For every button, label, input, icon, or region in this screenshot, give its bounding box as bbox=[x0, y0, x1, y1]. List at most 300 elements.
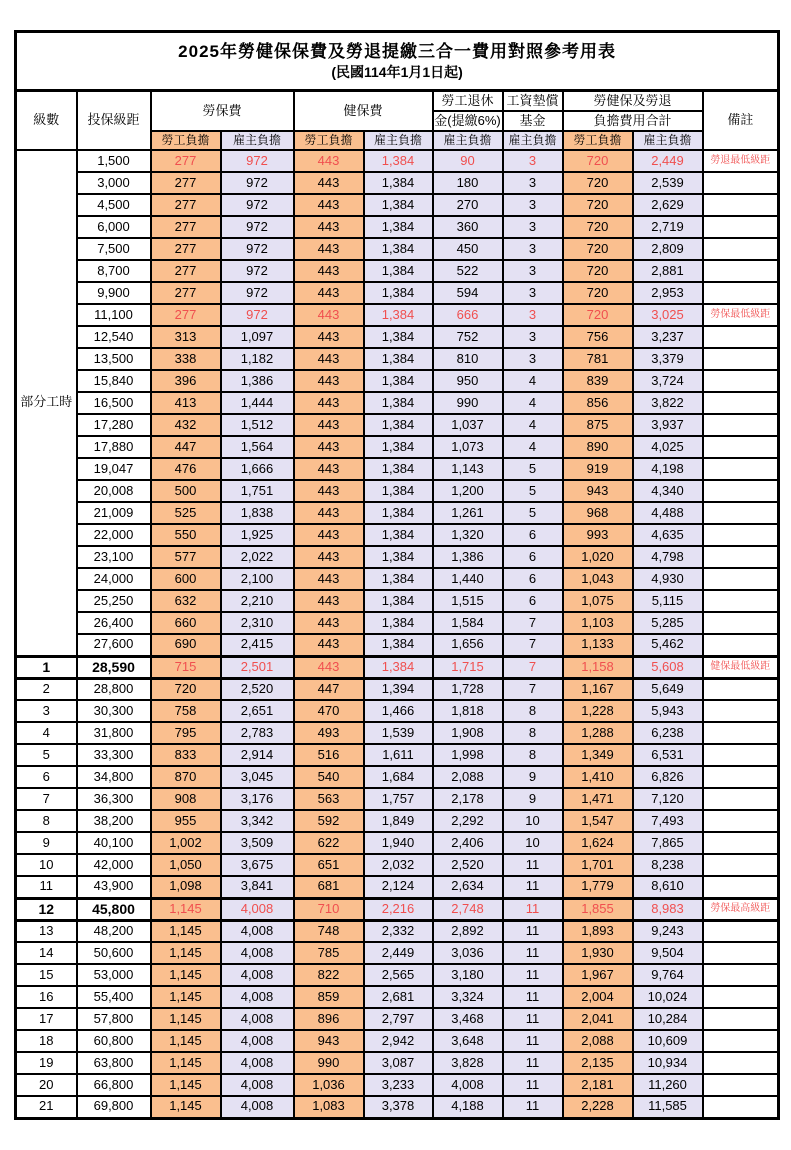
cell-labor-ins-employee: 277 bbox=[151, 282, 221, 304]
cell-total-employer: 4,340 bbox=[633, 480, 703, 502]
col-header-wage-fund-line2: 基金 bbox=[503, 111, 563, 131]
cell-pension-employer: 1,143 bbox=[433, 458, 503, 480]
cell-total-employer: 4,798 bbox=[633, 546, 703, 568]
cell-pension-employer: 3,324 bbox=[433, 986, 503, 1008]
table-row bbox=[16, 876, 779, 898]
cell-labor-ins-employee: 1,145 bbox=[151, 1096, 221, 1118]
cell-health-ins-employee: 443 bbox=[294, 634, 364, 656]
cell-bracket: 12,540 bbox=[77, 326, 151, 348]
cell-remark bbox=[703, 722, 779, 744]
cell-wage-fund-employer: 11 bbox=[503, 1008, 563, 1030]
cell-pension-employer: 90 bbox=[433, 150, 503, 172]
cell-remark bbox=[703, 502, 779, 524]
table-row bbox=[16, 238, 779, 260]
cell-labor-ins-employer: 1,838 bbox=[221, 502, 294, 524]
cell-remark bbox=[703, 590, 779, 612]
cell-remark bbox=[703, 414, 779, 436]
cell-health-ins-employer: 1,384 bbox=[364, 260, 433, 282]
cell-total-employer: 2,629 bbox=[633, 194, 703, 216]
table-row bbox=[16, 546, 779, 568]
table-row bbox=[16, 898, 779, 920]
cell-total-employer: 6,826 bbox=[633, 766, 703, 788]
cell-remark bbox=[703, 568, 779, 590]
cell-health-ins-employer: 1,849 bbox=[364, 810, 433, 832]
cell-remark bbox=[703, 832, 779, 854]
cell-health-ins-employee: 443 bbox=[294, 590, 364, 612]
cell-health-ins-employer: 2,032 bbox=[364, 854, 433, 876]
cell-health-ins-employee: 563 bbox=[294, 788, 364, 810]
cell-wage-fund-employer: 3 bbox=[503, 172, 563, 194]
cell-bracket: 45,800 bbox=[77, 898, 151, 920]
cell-labor-ins-employer: 4,008 bbox=[221, 920, 294, 942]
cell-health-ins-employer: 1,384 bbox=[364, 480, 433, 502]
subheader-total-employee: 勞工負擔 bbox=[563, 131, 633, 150]
cell-labor-ins-employee: 277 bbox=[151, 238, 221, 260]
cell-remark bbox=[703, 282, 779, 304]
cell-total-employer: 5,943 bbox=[633, 700, 703, 722]
cell-remark bbox=[703, 172, 779, 194]
subheader-labor-employee: 勞工負擔 bbox=[151, 131, 221, 150]
cell-labor-ins-employee: 432 bbox=[151, 414, 221, 436]
cell-bracket: 22,000 bbox=[77, 524, 151, 546]
table-row bbox=[16, 678, 779, 700]
cell-health-ins-employer: 1,466 bbox=[364, 700, 433, 722]
cell-bracket: 50,600 bbox=[77, 942, 151, 964]
cell-wage-fund-employer: 10 bbox=[503, 832, 563, 854]
cell-health-ins-employee: 443 bbox=[294, 392, 364, 414]
cell-health-ins-employee: 447 bbox=[294, 678, 364, 700]
cell-bracket: 63,800 bbox=[77, 1052, 151, 1074]
cell-bracket: 36,300 bbox=[77, 788, 151, 810]
cell-remark bbox=[703, 1030, 779, 1052]
cell-health-ins-employee: 1,036 bbox=[294, 1074, 364, 1096]
cell-wage-fund-employer: 11 bbox=[503, 898, 563, 920]
cell-health-ins-employer: 1,384 bbox=[364, 370, 433, 392]
cell-remark bbox=[703, 788, 779, 810]
cell-bracket: 33,300 bbox=[77, 744, 151, 766]
cell-remark bbox=[703, 326, 779, 348]
cell-labor-ins-employee: 1,145 bbox=[151, 1052, 221, 1074]
cell-wage-fund-employer: 5 bbox=[503, 480, 563, 502]
cell-level: 2 bbox=[16, 678, 77, 700]
cell-bracket: 30,300 bbox=[77, 700, 151, 722]
cell-health-ins-employee: 443 bbox=[294, 150, 364, 172]
cell-health-ins-employee: 443 bbox=[294, 194, 364, 216]
cell-level: 19 bbox=[16, 1052, 77, 1074]
cell-pension-employer: 1,728 bbox=[433, 678, 503, 700]
subheader-labor-employer: 雇主負擔 bbox=[221, 131, 294, 150]
cell-labor-ins-employee: 1,098 bbox=[151, 876, 221, 898]
cell-labor-ins-employee: 1,145 bbox=[151, 964, 221, 986]
cell-labor-ins-employee: 1,145 bbox=[151, 1008, 221, 1030]
cell-health-ins-employer: 1,384 bbox=[364, 216, 433, 238]
cell-labor-ins-employer: 2,100 bbox=[221, 568, 294, 590]
cell-remark bbox=[703, 920, 779, 942]
cell-labor-ins-employer: 4,008 bbox=[221, 1008, 294, 1030]
cell-pension-employer: 1,715 bbox=[433, 656, 503, 678]
cell-wage-fund-employer: 3 bbox=[503, 194, 563, 216]
cell-remark bbox=[703, 458, 779, 480]
cell-total-employer: 11,260 bbox=[633, 1074, 703, 1096]
cell-bracket: 9,900 bbox=[77, 282, 151, 304]
cell-wage-fund-employer: 11 bbox=[503, 1052, 563, 1074]
cell-health-ins-employer: 1,384 bbox=[364, 326, 433, 348]
cell-wage-fund-employer: 7 bbox=[503, 678, 563, 700]
table-row bbox=[16, 722, 779, 744]
cell-labor-ins-employer: 2,415 bbox=[221, 634, 294, 656]
cell-pension-employer: 1,656 bbox=[433, 634, 503, 656]
cell-total-employer: 8,610 bbox=[633, 876, 703, 898]
cell-health-ins-employer: 1,384 bbox=[364, 194, 433, 216]
cell-wage-fund-employer: 9 bbox=[503, 766, 563, 788]
cell-labor-ins-employer: 1,097 bbox=[221, 326, 294, 348]
cell-labor-ins-employer: 1,751 bbox=[221, 480, 294, 502]
cell-health-ins-employee: 443 bbox=[294, 216, 364, 238]
cell-remark bbox=[703, 1008, 779, 1030]
col-header-pension-line1: 勞工退休 bbox=[433, 91, 503, 112]
table-row bbox=[16, 942, 779, 964]
cell-remark bbox=[703, 370, 779, 392]
cell-wage-fund-employer: 7 bbox=[503, 634, 563, 656]
cell-labor-ins-employer: 1,564 bbox=[221, 436, 294, 458]
cell-health-ins-employer: 1,384 bbox=[364, 458, 433, 480]
table-row bbox=[16, 260, 779, 282]
cell-bracket: 17,880 bbox=[77, 436, 151, 458]
cell-labor-ins-employee: 550 bbox=[151, 524, 221, 546]
cell-wage-fund-employer: 3 bbox=[503, 348, 563, 370]
cell-health-ins-employer: 1,384 bbox=[364, 590, 433, 612]
cell-labor-ins-employee: 1,002 bbox=[151, 832, 221, 854]
cell-health-ins-employer: 1,611 bbox=[364, 744, 433, 766]
cell-wage-fund-employer: 11 bbox=[503, 1096, 563, 1118]
cell-labor-ins-employee: 277 bbox=[151, 194, 221, 216]
cell-pension-employer: 2,892 bbox=[433, 920, 503, 942]
cell-pension-employer: 4,008 bbox=[433, 1074, 503, 1096]
cell-wage-fund-employer: 3 bbox=[503, 150, 563, 172]
cell-remark bbox=[703, 986, 779, 1008]
cell-pension-employer: 3,648 bbox=[433, 1030, 503, 1052]
cell-wage-fund-employer: 3 bbox=[503, 260, 563, 282]
cell-bracket: 43,900 bbox=[77, 876, 151, 898]
cell-labor-ins-employee: 1,145 bbox=[151, 986, 221, 1008]
cell-labor-ins-employer: 1,925 bbox=[221, 524, 294, 546]
cell-health-ins-employee: 785 bbox=[294, 942, 364, 964]
cell-remark bbox=[703, 700, 779, 722]
cell-total-employer: 5,462 bbox=[633, 634, 703, 656]
cell-health-ins-employer: 1,384 bbox=[364, 436, 433, 458]
table-row bbox=[16, 480, 779, 502]
cell-pension-employer: 2,520 bbox=[433, 854, 503, 876]
cell-wage-fund-employer: 8 bbox=[503, 722, 563, 744]
cell-labor-ins-employee: 758 bbox=[151, 700, 221, 722]
cell-bracket: 4,500 bbox=[77, 194, 151, 216]
cell-remark bbox=[703, 810, 779, 832]
cell-level: 15 bbox=[16, 964, 77, 986]
cell-health-ins-employer: 1,539 bbox=[364, 722, 433, 744]
cell-bracket: 28,800 bbox=[77, 678, 151, 700]
cell-labor-ins-employer: 2,210 bbox=[221, 590, 294, 612]
cell-total-employee: 1,410 bbox=[563, 766, 633, 788]
cell-remark bbox=[703, 1074, 779, 1096]
cell-total-employer: 2,539 bbox=[633, 172, 703, 194]
cell-level: 12 bbox=[16, 898, 77, 920]
cell-health-ins-employee: 540 bbox=[294, 766, 364, 788]
cell-health-ins-employer: 1,384 bbox=[364, 612, 433, 634]
cell-pension-employer: 3,036 bbox=[433, 942, 503, 964]
cell-labor-ins-employer: 4,008 bbox=[221, 898, 294, 920]
cell-total-employee: 1,158 bbox=[563, 656, 633, 678]
cell-total-employee: 856 bbox=[563, 392, 633, 414]
cell-wage-fund-employer: 3 bbox=[503, 326, 563, 348]
cell-level: 14 bbox=[16, 942, 77, 964]
table-row bbox=[16, 964, 779, 986]
title-block bbox=[16, 32, 779, 91]
cell-total-employer: 11,585 bbox=[633, 1096, 703, 1118]
cell-bracket: 6,000 bbox=[77, 216, 151, 238]
cell-bracket: 38,200 bbox=[77, 810, 151, 832]
cell-labor-ins-employee: 1,145 bbox=[151, 1074, 221, 1096]
cell-wage-fund-employer: 5 bbox=[503, 458, 563, 480]
cell-total-employer: 2,719 bbox=[633, 216, 703, 238]
cell-remark bbox=[703, 634, 779, 656]
cell-health-ins-employer: 2,124 bbox=[364, 876, 433, 898]
cell-total-employer: 4,025 bbox=[633, 436, 703, 458]
cell-health-ins-employee: 822 bbox=[294, 964, 364, 986]
cell-total-employee: 943 bbox=[563, 480, 633, 502]
cell-health-ins-employer: 2,332 bbox=[364, 920, 433, 942]
cell-wage-fund-employer: 11 bbox=[503, 920, 563, 942]
cell-bracket: 19,047 bbox=[77, 458, 151, 480]
cell-health-ins-employee: 1,083 bbox=[294, 1096, 364, 1118]
cell-health-ins-employee: 516 bbox=[294, 744, 364, 766]
cell-health-ins-employee: 470 bbox=[294, 700, 364, 722]
page-subtitle: (民國114年1月1日起) bbox=[331, 63, 463, 80]
cell-bracket: 26,400 bbox=[77, 612, 151, 634]
cell-pension-employer: 270 bbox=[433, 194, 503, 216]
cell-total-employee: 919 bbox=[563, 458, 633, 480]
cell-wage-fund-employer: 6 bbox=[503, 524, 563, 546]
cell-total-employer: 2,809 bbox=[633, 238, 703, 260]
cell-labor-ins-employer: 1,666 bbox=[221, 458, 294, 480]
cell-bracket: 25,250 bbox=[77, 590, 151, 612]
cell-health-ins-employee: 443 bbox=[294, 326, 364, 348]
cell-wage-fund-employer: 6 bbox=[503, 590, 563, 612]
table-row bbox=[16, 502, 779, 524]
cell-labor-ins-employer: 972 bbox=[221, 238, 294, 260]
cell-wage-fund-employer: 11 bbox=[503, 1030, 563, 1052]
cell-labor-ins-employee: 1,145 bbox=[151, 920, 221, 942]
cell-health-ins-employee: 443 bbox=[294, 370, 364, 392]
cell-health-ins-employee: 443 bbox=[294, 414, 364, 436]
cell-level: 11 bbox=[16, 876, 77, 898]
cell-labor-ins-employer: 972 bbox=[221, 260, 294, 282]
cell-labor-ins-employer: 972 bbox=[221, 282, 294, 304]
cell-total-employee: 1,288 bbox=[563, 722, 633, 744]
cell-labor-ins-employee: 720 bbox=[151, 678, 221, 700]
header-row-1 bbox=[16, 91, 779, 112]
cell-total-employer: 3,937 bbox=[633, 414, 703, 436]
cell-total-employer: 10,284 bbox=[633, 1008, 703, 1030]
cell-pension-employer: 1,440 bbox=[433, 568, 503, 590]
cell-labor-ins-employee: 500 bbox=[151, 480, 221, 502]
cell-total-employer: 5,115 bbox=[633, 590, 703, 612]
cell-remark bbox=[703, 876, 779, 898]
cell-labor-ins-employer: 972 bbox=[221, 194, 294, 216]
col-header-wage-fund-line1: 工資墊償 bbox=[503, 91, 563, 112]
cell-health-ins-employee: 443 bbox=[294, 656, 364, 678]
cell-labor-ins-employee: 908 bbox=[151, 788, 221, 810]
cell-total-employee: 720 bbox=[563, 304, 633, 326]
cell-labor-ins-employer: 3,841 bbox=[221, 876, 294, 898]
cell-total-employer: 2,449 bbox=[633, 150, 703, 172]
cell-pension-employer: 1,320 bbox=[433, 524, 503, 546]
cell-bracket: 13,500 bbox=[77, 348, 151, 370]
cell-health-ins-employer: 1,684 bbox=[364, 766, 433, 788]
cell-pension-employer: 3,468 bbox=[433, 1008, 503, 1030]
cell-labor-ins-employee: 277 bbox=[151, 150, 221, 172]
cell-level: 16 bbox=[16, 986, 77, 1008]
cell-health-ins-employee: 896 bbox=[294, 1008, 364, 1030]
table-row bbox=[16, 326, 779, 348]
cell-total-employer: 4,635 bbox=[633, 524, 703, 546]
cell-pension-employer: 2,088 bbox=[433, 766, 503, 788]
cell-labor-ins-employer: 4,008 bbox=[221, 942, 294, 964]
cell-total-employee: 1,471 bbox=[563, 788, 633, 810]
cell-remark bbox=[703, 854, 779, 876]
cell-total-employee: 720 bbox=[563, 282, 633, 304]
cell-labor-ins-employer: 3,176 bbox=[221, 788, 294, 810]
cell-total-employer: 3,025 bbox=[633, 304, 703, 326]
cell-labor-ins-employee: 447 bbox=[151, 436, 221, 458]
cell-health-ins-employer: 1,394 bbox=[364, 678, 433, 700]
cell-health-ins-employee: 443 bbox=[294, 238, 364, 260]
cell-health-ins-employer: 2,565 bbox=[364, 964, 433, 986]
cell-total-employee: 781 bbox=[563, 348, 633, 370]
cell-pension-employer: 2,292 bbox=[433, 810, 503, 832]
cell-remark bbox=[703, 766, 779, 788]
cell-pension-employer: 3,180 bbox=[433, 964, 503, 986]
cell-labor-ins-employee: 338 bbox=[151, 348, 221, 370]
cell-health-ins-employee: 443 bbox=[294, 546, 364, 568]
cell-total-employee: 1,967 bbox=[563, 964, 633, 986]
cell-wage-fund-employer: 3 bbox=[503, 304, 563, 326]
cell-pension-employer: 1,584 bbox=[433, 612, 503, 634]
cell-labor-ins-employer: 1,386 bbox=[221, 370, 294, 392]
cell-total-employee: 2,004 bbox=[563, 986, 633, 1008]
cell-pension-employer: 1,386 bbox=[433, 546, 503, 568]
cell-remark: 勞保最低級距 bbox=[703, 304, 779, 326]
cell-bracket: 15,840 bbox=[77, 370, 151, 392]
cell-level: 4 bbox=[16, 722, 77, 744]
cell-health-ins-employer: 1,384 bbox=[364, 414, 433, 436]
cell-remark bbox=[703, 942, 779, 964]
cell-bracket: 60,800 bbox=[77, 1030, 151, 1052]
subheader-health-employee: 勞工負擔 bbox=[294, 131, 364, 150]
cell-bracket: 40,100 bbox=[77, 832, 151, 854]
cell-remark: 勞保最高級距 bbox=[703, 898, 779, 920]
cell-total-employer: 5,285 bbox=[633, 612, 703, 634]
cell-health-ins-employee: 443 bbox=[294, 458, 364, 480]
table-row bbox=[16, 568, 779, 590]
cell-labor-ins-employee: 632 bbox=[151, 590, 221, 612]
cell-health-ins-employer: 3,378 bbox=[364, 1096, 433, 1118]
cell-total-employee: 1,228 bbox=[563, 700, 633, 722]
cell-pension-employer: 1,073 bbox=[433, 436, 503, 458]
cell-labor-ins-employer: 972 bbox=[221, 304, 294, 326]
page-title: 2025年勞健保保費及勞退提繳三合一費用對照參考用表 bbox=[178, 42, 616, 62]
cell-total-employer: 7,865 bbox=[633, 832, 703, 854]
cell-bracket: 42,000 bbox=[77, 854, 151, 876]
cell-total-employee: 839 bbox=[563, 370, 633, 392]
table-row bbox=[16, 634, 779, 656]
cell-total-employee: 720 bbox=[563, 172, 633, 194]
cell-health-ins-employee: 443 bbox=[294, 524, 364, 546]
cell-labor-ins-employee: 277 bbox=[151, 304, 221, 326]
cell-labor-ins-employer: 2,914 bbox=[221, 744, 294, 766]
cell-total-employee: 2,181 bbox=[563, 1074, 633, 1096]
cell-remark bbox=[703, 964, 779, 986]
table-row bbox=[16, 304, 779, 326]
table-row bbox=[16, 1008, 779, 1030]
cell-health-ins-employee: 443 bbox=[294, 480, 364, 502]
cell-total-employee: 1,547 bbox=[563, 810, 633, 832]
cell-health-ins-employer: 2,797 bbox=[364, 1008, 433, 1030]
cell-health-ins-employee: 443 bbox=[294, 612, 364, 634]
cell-wage-fund-employer: 11 bbox=[503, 942, 563, 964]
table-row bbox=[16, 1074, 779, 1096]
cell-bracket: 23,100 bbox=[77, 546, 151, 568]
cell-total-employee: 1,893 bbox=[563, 920, 633, 942]
cell-total-employer: 7,493 bbox=[633, 810, 703, 832]
cell-pension-employer: 2,178 bbox=[433, 788, 503, 810]
cell-health-ins-employer: 1,384 bbox=[364, 568, 433, 590]
cell-total-employer: 8,983 bbox=[633, 898, 703, 920]
cell-wage-fund-employer: 8 bbox=[503, 700, 563, 722]
cell-labor-ins-employee: 1,145 bbox=[151, 898, 221, 920]
cell-health-ins-employee: 748 bbox=[294, 920, 364, 942]
cell-total-employer: 6,531 bbox=[633, 744, 703, 766]
cell-labor-ins-employee: 413 bbox=[151, 392, 221, 414]
title-row bbox=[16, 32, 779, 91]
cell-bracket: 27,600 bbox=[77, 634, 151, 656]
table-row bbox=[16, 282, 779, 304]
fee-comparison-table bbox=[14, 30, 780, 1120]
cell-total-employer: 8,238 bbox=[633, 854, 703, 876]
cell-labor-ins-employer: 4,008 bbox=[221, 1052, 294, 1074]
cell-pension-employer: 2,634 bbox=[433, 876, 503, 898]
table-row bbox=[16, 1052, 779, 1074]
cell-wage-fund-employer: 11 bbox=[503, 964, 563, 986]
cell-remark bbox=[703, 260, 779, 282]
cell-wage-fund-employer: 4 bbox=[503, 370, 563, 392]
cell-wage-fund-employer: 6 bbox=[503, 546, 563, 568]
table-row bbox=[16, 700, 779, 722]
cell-health-ins-employer: 1,384 bbox=[364, 656, 433, 678]
cell-health-ins-employer: 1,384 bbox=[364, 348, 433, 370]
cell-total-employee: 1,779 bbox=[563, 876, 633, 898]
cell-health-ins-employer: 1,384 bbox=[364, 282, 433, 304]
cell-remark bbox=[703, 480, 779, 502]
cell-labor-ins-employer: 4,008 bbox=[221, 986, 294, 1008]
cell-health-ins-employee: 859 bbox=[294, 986, 364, 1008]
table-row bbox=[16, 744, 779, 766]
cell-wage-fund-employer: 3 bbox=[503, 216, 563, 238]
table-body bbox=[16, 150, 779, 1118]
cell-labor-ins-employer: 4,008 bbox=[221, 1096, 294, 1118]
cell-total-employer: 6,238 bbox=[633, 722, 703, 744]
cell-level: 1 bbox=[16, 656, 77, 678]
cell-wage-fund-employer: 4 bbox=[503, 436, 563, 458]
